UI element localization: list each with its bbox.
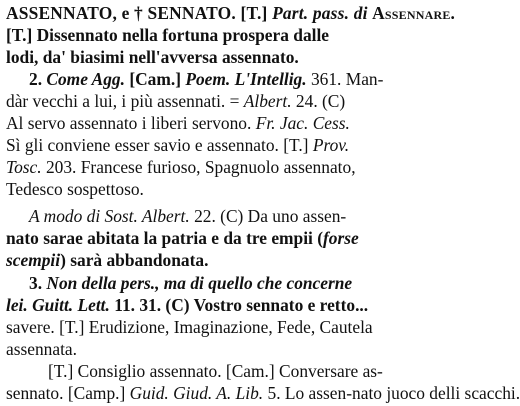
citation-text: 24. (C) bbox=[295, 91, 346, 111]
definition-text: assennata. bbox=[6, 339, 77, 359]
sense-number: 2. bbox=[29, 69, 47, 89]
entry-line-12 bbox=[6, 250, 464, 272]
citation-text: dàr vecchi a lui, i più assennati. = bbox=[6, 91, 244, 111]
citation-source: lei. Guitt. Lett. bbox=[6, 295, 115, 315]
citation-source: Prov. bbox=[312, 135, 350, 155]
source-tag: [T.] bbox=[240, 3, 273, 23]
citation-source: Poem. L'Intellig. bbox=[185, 69, 311, 89]
entry-line-8 bbox=[6, 157, 464, 179]
citation-text: 203. Francese furioso, Spagnuolo assennato, bbox=[45, 157, 356, 177]
citation-source: Albert. bbox=[243, 91, 296, 111]
entry-line-17 bbox=[48, 361, 464, 383]
sense-label: Come Agg. bbox=[46, 69, 130, 89]
citation-source: Fr. Jac. Cess. bbox=[255, 113, 350, 133]
citation-source: Tosc. bbox=[6, 157, 46, 177]
entry-line-7 bbox=[6, 135, 464, 157]
citation-text: nato juoco delli scacchi. bbox=[352, 383, 520, 403]
entry-line-3 bbox=[6, 47, 464, 69]
entry-line-5 bbox=[6, 91, 464, 113]
entry-line-1 bbox=[6, 3, 464, 25]
entry-line-9 bbox=[6, 179, 464, 201]
citation-text: ) sarà abbandonata. bbox=[60, 250, 209, 270]
entry-line-14 bbox=[6, 295, 464, 317]
definition-text: savere. [T.] Erudizione, Imaginazione, Fede, Cautela bbox=[6, 317, 373, 337]
entry-line-2 bbox=[6, 25, 464, 47]
entry-line-16 bbox=[6, 339, 464, 361]
citation-text: sennato. [Camp.] bbox=[6, 383, 130, 403]
editorial-note: scempii bbox=[6, 250, 61, 270]
citation-text: Tedesco sospettoso. bbox=[6, 179, 144, 199]
entry-line-10 bbox=[29, 206, 464, 228]
citation-text: nato sarae abitata la patria e da tre empii ( bbox=[6, 228, 324, 248]
citation-text: 5. Lo assen- bbox=[267, 383, 353, 403]
citation-text: Al servo assennato i liberi servono. bbox=[6, 113, 256, 133]
entry-line-15 bbox=[6, 317, 464, 339]
entry-line-6 bbox=[6, 113, 464, 135]
sense-number: 3. bbox=[29, 273, 47, 293]
grammar-note: Part. pass. di bbox=[272, 3, 373, 23]
editorial-note: forse bbox=[323, 228, 359, 248]
entry-line-11 bbox=[6, 228, 464, 250]
definition-text: [T.] Consiglio assennato. [Cam.] Conversare as- bbox=[48, 361, 383, 381]
citation-source: Guid. Giud. A. Lib. bbox=[129, 383, 268, 403]
entry-line-18 bbox=[6, 383, 520, 405]
entry-line-13 bbox=[29, 273, 464, 295]
entry-line-4 bbox=[29, 69, 464, 91]
citation-text: 11. 31. (C) Vostro sennato e retto... bbox=[114, 295, 369, 315]
definition-text: lodi, da' biasimi nell'avversa assennato. bbox=[6, 47, 299, 67]
definition-text: [T.] Dissennato nella fortuna prospera dalle bbox=[6, 25, 330, 45]
citation-text: Sì gli conviene esser savio e assennato. [T.] bbox=[6, 135, 313, 155]
citation-text: 361. Man- bbox=[310, 69, 384, 89]
citation-text: 22. (C) Da uno assen- bbox=[194, 206, 347, 226]
base-verb: Assennare. bbox=[372, 3, 456, 23]
sense-label: A modo di Sost. Albert. bbox=[29, 206, 195, 226]
source-tag: [Cam.] bbox=[129, 69, 186, 89]
sense-label: Non della pers., ma di quello che concerne bbox=[46, 273, 353, 293]
headword: ASSENNATO, e † SENNATO. bbox=[6, 3, 241, 23]
